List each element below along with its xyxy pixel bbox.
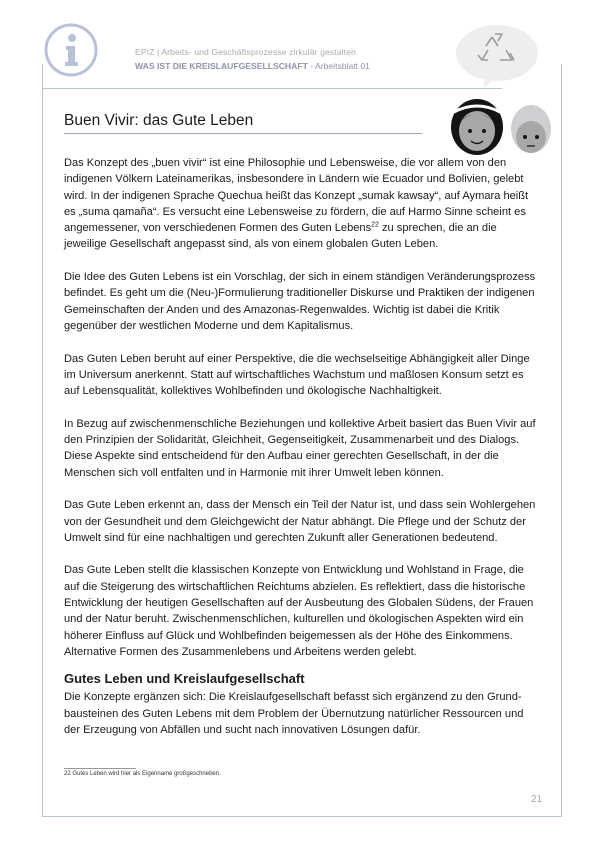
page-number: 21 [531, 794, 543, 805]
paragraph-2: Die Idee des Guten Lebens ist ein Vorschlag, der sich in einem ständigen Veränderungsprozess befindet. Es geht um die (Neu-)Formulierung traditioneller Diskurse und Praktiken der indigenen Gemeinschaften der Anden und des Amazonas-Regenwaldes. Wichtig ist dabei die Kritik gegenüber der westlichen Moderne und dem Kapitalismus. [64, 271, 536, 332]
info-icon [43, 22, 99, 78]
header-title-suffix: - Arbeitsblatt 01 [307, 61, 370, 71]
subheading: Gutes Leben und Kreislaufgesellschaft [64, 671, 305, 687]
body-text [64, 155, 542, 738]
paragraph-7: Die Konzepte ergänzen sich: Die Kreislaufgesellschaft befasst sich ergänzend zu den Grundbausteinen des Guten Lebens mit dem Problem der Übernutzung natürlicher Ressourcen und der Erzeugung von Abfällen und sucht nach innovativen Lösungen dafür. [64, 691, 524, 736]
footnote: 22 Gutes Leben wird hier als Eigenname großgeschrieben. [64, 771, 221, 777]
paragraph-1 [64, 155, 542, 253]
title-underline [64, 133, 422, 134]
paragraph-4: In Bezug auf zwischenmenschliche Beziehungen und kollektive Arbeit basiert das Buen Vivir auf den Prinzipien der Solidarität, Gleichheit, Gegenseitigkeit, Zusammenarbeit und des Dialogs. Diese Aspekte sind entscheidend für den Aufbau einer gerechten Gesellschaft, in der die Menschen sich voll entfalten und in Harmonie mit ihrer Umwelt leben können. [64, 417, 536, 479]
paragraph-5: Das Gute Leben erkennt an, dass der Mensch ein Teil der Natur ist, und dass sein Wohlergehen von der Gesundheit und dem Gleichgewicht der Natur abhängt. Die Pflege und der Schutz der Umwelt sind für eine nachhaltigen und gerechten Zukunft aller Generationen bedeutend. [64, 499, 536, 544]
paragraph-1-text-cont: zu sprechen, die an die jeweilige Gesellschaft angepasst sind, als von einem globalen Guten Leben. [64, 222, 497, 251]
header-title [135, 59, 370, 73]
worksheet-header [135, 45, 370, 73]
footnote-divider [64, 768, 136, 769]
person-dark-hair-icon [451, 99, 503, 155]
discussion-illustration [440, 20, 570, 160]
section-title: Buen Vivir: das Gute Leben [64, 112, 254, 129]
person-grey-hair-icon [511, 105, 551, 153]
header-series: EPIZ | Arbeits- und Geschäftsprozesse zirkulär gestalten [135, 47, 356, 57]
header-title-strong: WAS IST DIE KREISLAUFGESELLSCHAFT [135, 61, 308, 71]
paragraph-1-text: Das Konzept des „buen vivir“ ist eine Philosophie und Lebensweise, die vor allem von den indigenen Völkern Lateinamerikas, insbesondere in Ländern wie Ecuador und Bolivien, gelebt wird. In der indigenen Sprache Quechua heißt das Konzept „sumak kawsay“, auf Aymara heißt es „suma qamaña“. Es versucht eine Lebensweise zu fördern, die auf Harmo Sinne scheint es angemessener, von verschiedenen Formen des Guten Lebens [64, 157, 529, 235]
footnote-ref: 22 [371, 221, 379, 229]
header-divider [42, 88, 502, 89]
paragraph-6: Das Gute Leben stellt die klassischen Konzepte von Entwicklung und Wohlstand in Frage, die auf die Steigerung des wirtschaftlichen Reichtums abzielen. Es reflektiert, dass die historische Entwicklung der heutigen Gesellschaften auf der Ausbeutung des Globalen Südens, der Frauen und der Natur beruht. Zwischenmenschlichen, kulturellen und ökologischen Aspekten wird ein höherer Einfluss auf Glück und Wohlbefinden beigemessen als der Höhe des Einkommens. Alternative Formen des Zusammenlebens und Arbeitens werden gelebt. [64, 564, 534, 658]
paragraph-3: Das Guten Leben beruht auf einer Perspektive, die die wechselseitige Abhängigkeit aller Dinge im Universum anerkennt. Statt auf wirtschaftliches Wachstum und maßlosen Konsum setzt es auf Lebensqualität, kollektives Wohlbefinden und ökologische Nachhaltigkeit. [64, 352, 530, 398]
